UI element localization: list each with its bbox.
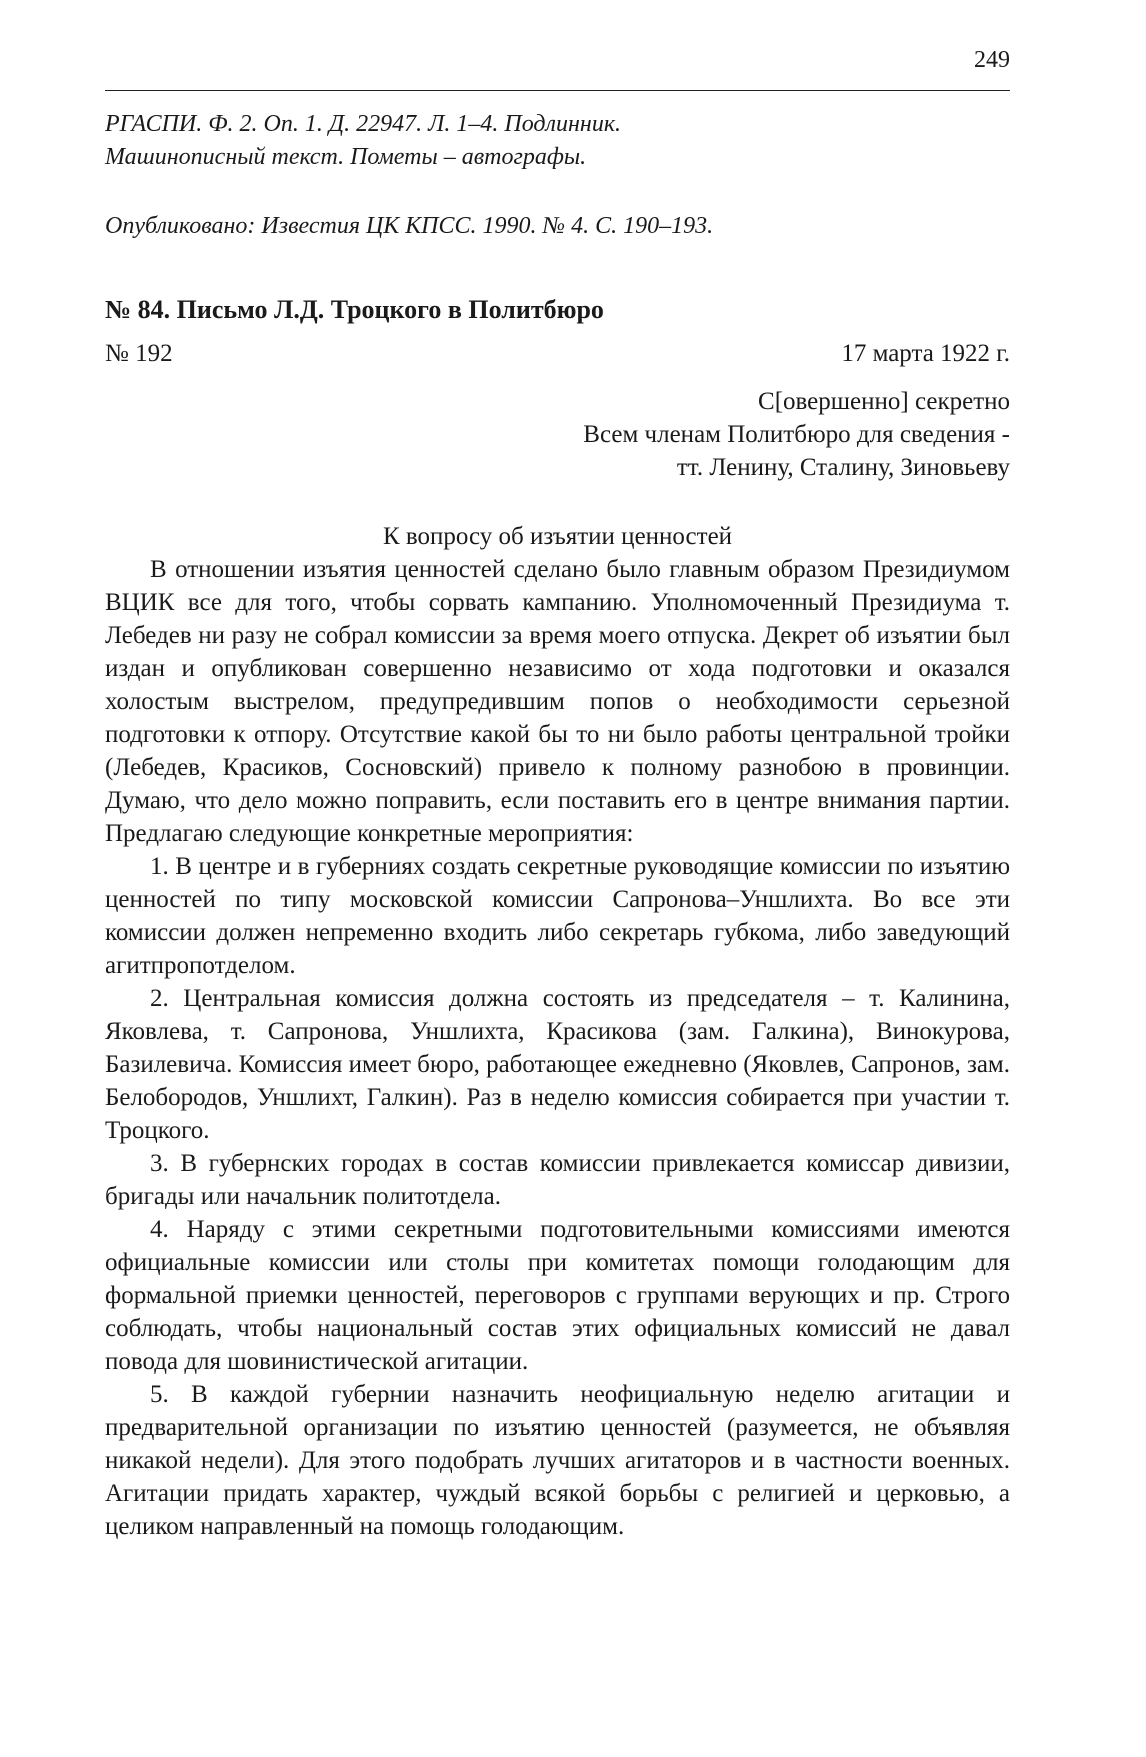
paragraph: 2. Центральная комиссия должна состоять из председателя – т. Калинина, Яковлева, т. Сапронова, Уншлихта, Красикова (зам. Галкина), Винокурова, Базилевича. Комиссия имеет бюро, работающее ежедневно (Яковлев, Сапронов, зам. Белобородов, Уншлихт, Галкин). Раз в неделю комиссия собирается при участии т. Троцкого. xyxy=(105,985,1010,1144)
document-title: № 84. Письмо Л.Д. Троцкого в Политбюро xyxy=(105,295,604,324)
archive-reference-line: РГАСПИ. Ф. 2. Оп. 1. Д. 22947. Л. 1–4. Подлинник. xyxy=(105,111,622,137)
header-rule xyxy=(105,90,1010,91)
document-number: № 192 xyxy=(105,340,173,367)
page-number: 249 xyxy=(974,47,1010,73)
letter-body xyxy=(105,553,1010,1543)
paragraph: 1. В центре и в губерниях создать секретные руководящие комиссии по изъятию ценностей по типу московской комиссии Сапронова–Уншлихта. Во все эти комиссии должен непременно входить либо секретарь губкома, либо заведующий агитпропотделом. xyxy=(105,853,1010,979)
classification-line: С[овершенно] секретно xyxy=(758,388,1010,415)
publication-note: Опубликовано: Известия ЦК КПСС. 1990. № 4. С. 190–193. xyxy=(105,213,714,239)
paragraph: 3. В губернских городах в состав комиссии привлекается комиссар дивизии, бригады или начальник политотдела. xyxy=(105,1150,1010,1210)
paragraph: 4. Наряду с этими секретными подготовительными комиссиями имеются официальные комиссии или столы при комитетах помощи голодающим для формальной приемки ценностей, переговоров с группами верующих и пр. Строго соблюдать, чтобы национальный состав этих официальных комиссий не давал повода для шовинистической агитации. xyxy=(105,1216,1010,1375)
archive-reference xyxy=(105,108,1010,174)
archive-reference-line: Машинописный текст. Пометы – автографы. xyxy=(105,144,587,170)
paragraph: 5. В каждой губернии назначить неофициальную неделю агитации и предварительной организации по изъятию ценностей (разумеется, не объявляя никакой недели). Для этого подобрать лучших агитаторов и в частности военных. Агитации придать характер, чуждый всякой борьбы с религией и церковью, а целиком направленный на помощь голодающим. xyxy=(105,1381,1010,1540)
classification-block xyxy=(105,385,1010,484)
classification-line: тт. Ленину, Сталину, Зиновьеву xyxy=(676,454,1010,481)
document-date: 17 марта 1922 г. xyxy=(841,340,1010,367)
document-meta xyxy=(105,337,1010,371)
paragraph: В отношении изъятия ценностей сделано было главным образом Президиумом ВЦИК все для того, чтобы сорвать кампанию. Уполномоченный Президиума т. Лебедев ни разу не собрал комиссии за время моего отпуска. Декрет об изъятии был издан и опубликован совершенно независимо от хода подготовки и оказался холостым выстрелом, предупредившим попов о необходимости серьезной подготовки к отпору. Отсутствие какой бы то ни было работы центральной тройки (Лебедев, Красиков, Сосновский) привело к полному разнобою в провинции. Думаю, что дело можно поправить, если поставить его в центре внимания партии. Предлагаю следующие конкретные мероприятия: xyxy=(105,556,1010,847)
letter-heading: К вопросу об изъятии ценностей xyxy=(382,523,733,550)
book-page xyxy=(105,0,1010,1757)
classification-line: Всем членам Политбюро для сведения - xyxy=(583,421,1010,448)
